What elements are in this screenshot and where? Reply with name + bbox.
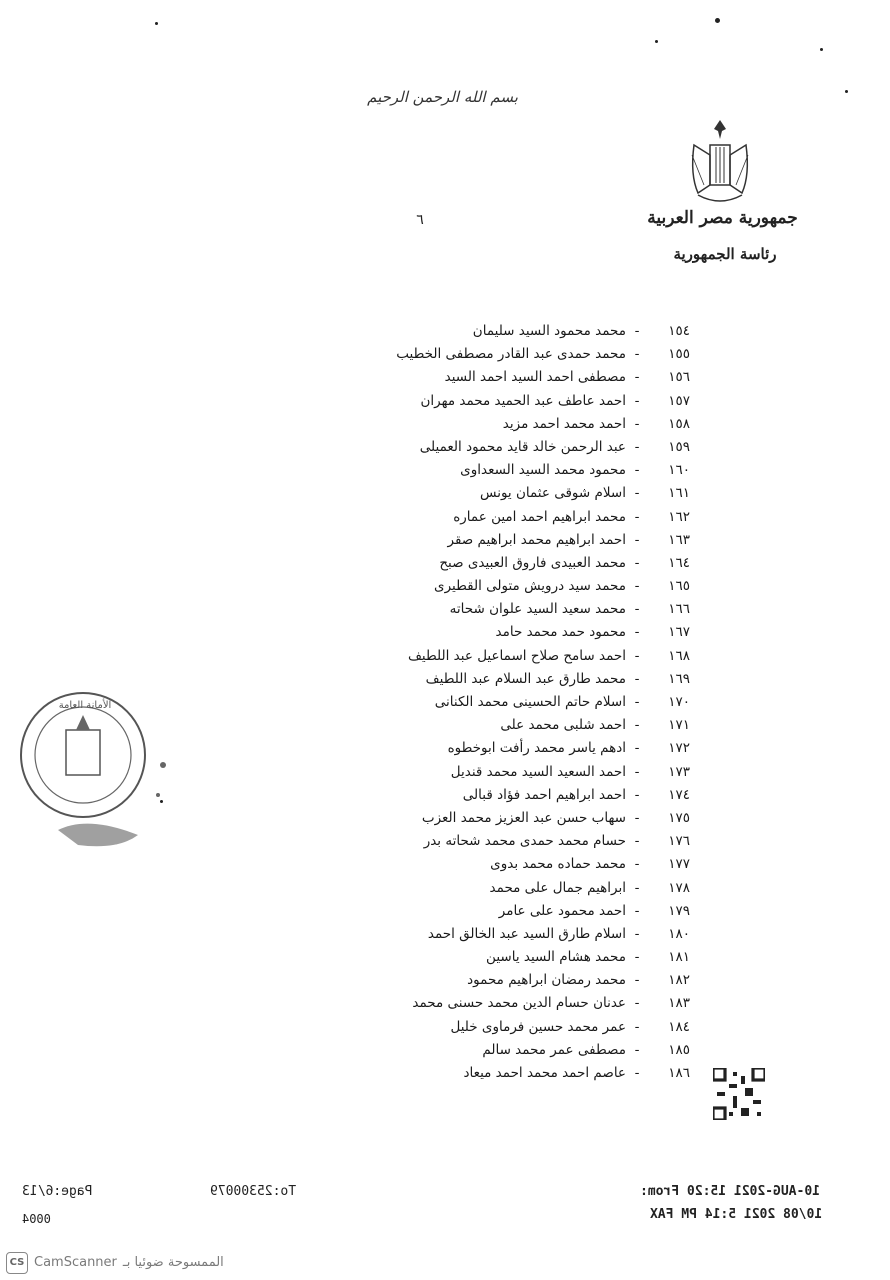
seal-text: الأمانة العامة bbox=[58, 700, 112, 711]
qr-code-icon bbox=[713, 1068, 765, 1120]
entry-dash: - bbox=[634, 740, 640, 757]
entry-dash: - bbox=[634, 949, 640, 966]
fax-from-line: 10-AUG-2021 15:20 From: bbox=[640, 1184, 821, 1199]
scan-speck bbox=[845, 90, 848, 93]
list-item bbox=[360, 668, 690, 691]
entry-dash: - bbox=[634, 902, 640, 919]
list-item bbox=[360, 390, 690, 413]
entry-name: احمد السعيد السيد محمد قنديل bbox=[450, 763, 626, 780]
entry-number: ١٦٥ bbox=[668, 578, 690, 595]
entry-number: ١٧٢ bbox=[668, 740, 690, 757]
entry-dash: - bbox=[634, 485, 640, 502]
list-item bbox=[360, 436, 690, 459]
entry-number: ١٥٥ bbox=[668, 346, 690, 363]
entry-name: محمد رمضان ابراهيم محمود bbox=[467, 972, 626, 989]
entry-name: ابراهيم جمال على محمد bbox=[489, 879, 626, 896]
scan-speck bbox=[820, 48, 823, 51]
entry-number: ١٥٩ bbox=[668, 438, 690, 455]
fax-to-line: To:25300079 bbox=[210, 1184, 297, 1199]
scan-speck bbox=[715, 18, 720, 23]
entry-number: ١٧٥ bbox=[668, 809, 690, 826]
entry-dash: - bbox=[634, 972, 640, 989]
entry-dash: - bbox=[634, 809, 640, 826]
camscanner-logo-icon: CS bbox=[6, 1252, 28, 1274]
entry-name: مصطفى احمد السيد احمد السيد bbox=[444, 369, 626, 386]
entry-number: ١٨٤ bbox=[668, 1018, 690, 1035]
list-item bbox=[360, 946, 690, 969]
entry-number: ١٦٨ bbox=[668, 647, 690, 664]
entry-number: ١٥٧ bbox=[668, 392, 690, 409]
entry-number: ١٧٤ bbox=[668, 786, 690, 803]
entry-name: عدنان حسام الدين محمد حسنى محمد bbox=[412, 995, 626, 1012]
entry-dash: - bbox=[634, 601, 640, 618]
entry-number: ١٥٨ bbox=[668, 415, 690, 432]
entry-dash: - bbox=[634, 415, 640, 432]
entry-dash: - bbox=[634, 1018, 640, 1035]
entry-number: ١٧٣ bbox=[668, 763, 690, 780]
list-item bbox=[360, 366, 690, 389]
page-marker: ٦ bbox=[416, 212, 424, 228]
list-item bbox=[360, 853, 690, 876]
entry-dash: - bbox=[634, 624, 640, 641]
list-item bbox=[360, 969, 690, 992]
entry-name: محمد العبيدى فاروق العبيدى صبح bbox=[439, 554, 626, 571]
entry-number: ١٦٧ bbox=[668, 624, 690, 641]
entry-name: حسام محمد حمدى محمد شحاته بدر bbox=[423, 833, 626, 850]
entry-dash: - bbox=[634, 1065, 640, 1081]
entry-number: ١٨٣ bbox=[668, 995, 690, 1012]
entry-dash: - bbox=[634, 554, 640, 571]
entry-number: ١٨٦ bbox=[668, 1065, 690, 1081]
entry-name: محمد ابراهيم احمد امين عماره bbox=[453, 508, 626, 525]
entry-name: محمد طارق عبد السلام عبد اللطيف bbox=[425, 670, 626, 687]
entry-name: عاصم احمد محمد احمد ميعاد bbox=[463, 1065, 626, 1081]
entry-name: عمر محمد حسين فرماوى خليل bbox=[450, 1018, 626, 1035]
names-list bbox=[360, 320, 690, 1085]
scan-speck bbox=[155, 22, 158, 25]
entry-number: ١٦١ bbox=[668, 485, 690, 502]
entry-name: اسلام حاتم الحسينى محمد الكنانى bbox=[434, 694, 626, 710]
list-item bbox=[360, 900, 690, 923]
entry-dash: - bbox=[634, 323, 640, 339]
list-item bbox=[360, 761, 690, 784]
list-item bbox=[360, 737, 690, 760]
entry-number: ١٧٦ bbox=[668, 833, 690, 850]
entry-name: محمد هشام السيد ياسين bbox=[486, 949, 626, 966]
entry-number: ١٦٤ bbox=[668, 554, 690, 571]
entry-dash: - bbox=[634, 670, 640, 687]
list-item bbox=[360, 1039, 690, 1062]
entry-dash: - bbox=[634, 856, 640, 873]
list-item bbox=[360, 598, 690, 621]
entry-dash: - bbox=[634, 346, 640, 363]
entry-dash: - bbox=[634, 508, 640, 525]
entry-dash: - bbox=[634, 438, 640, 455]
entry-dash: - bbox=[634, 694, 640, 710]
country-heading: جمهورية مصر العربية bbox=[647, 208, 798, 228]
entry-dash: - bbox=[634, 531, 640, 548]
entry-name: احمد شلبى محمد على bbox=[500, 717, 626, 734]
entry-number: ١٥٦ bbox=[668, 369, 690, 386]
list-item bbox=[360, 784, 690, 807]
entry-name: احمد محمد احمد مزيد bbox=[502, 415, 626, 432]
entry-dash: - bbox=[634, 925, 640, 942]
camscanner-arabic-label: الممسوحة ضوئيا بـ bbox=[122, 1255, 224, 1270]
entry-name: احمد محمود على عامر bbox=[498, 902, 626, 919]
fax-page-line: Page:6/13 bbox=[22, 1184, 93, 1199]
list-item bbox=[360, 552, 690, 575]
entry-dash: - bbox=[634, 392, 640, 409]
list-item bbox=[360, 992, 690, 1015]
entry-dash: - bbox=[634, 995, 640, 1012]
list-item bbox=[360, 320, 690, 343]
list-item bbox=[360, 459, 690, 482]
list-item bbox=[360, 1062, 690, 1085]
entry-number: ١٦٦ bbox=[668, 601, 690, 618]
entry-name: اسلام شوقى عثمان يونس bbox=[479, 485, 626, 502]
entry-name: سهاب حسن عبد العزيز محمد العزب bbox=[421, 809, 626, 826]
list-item bbox=[360, 482, 690, 505]
entry-name: اسلام طارق السيد عبد الخالق احمد bbox=[427, 925, 626, 942]
list-item bbox=[360, 923, 690, 946]
entry-name: احمد ابراهيم محمد ابراهيم صقر bbox=[447, 531, 626, 548]
list-item bbox=[360, 529, 690, 552]
scan-speck bbox=[655, 40, 658, 43]
list-item bbox=[360, 1016, 690, 1039]
entry-name: محمد سعيد السيد علوان شحاته bbox=[449, 601, 626, 618]
entry-name: احمد سامح صلاح اسماعيل عبد اللطيف bbox=[407, 647, 626, 664]
list-item bbox=[360, 506, 690, 529]
camscanner-watermark bbox=[0, 1245, 890, 1280]
entry-name: مصطفى عمر محمد سالم bbox=[482, 1041, 626, 1058]
list-item bbox=[360, 645, 690, 668]
office-heading: رئاسة الجمهورية bbox=[673, 245, 777, 263]
entry-number: ١٧٠ bbox=[668, 694, 690, 710]
entry-name: محمد حمدى عبد القادر مصطفى الخطيب bbox=[396, 346, 626, 363]
list-item bbox=[360, 830, 690, 853]
entry-number: ١٧٧ bbox=[668, 856, 690, 873]
entry-name: محمود حمد محمد حامد bbox=[495, 624, 626, 641]
entry-dash: - bbox=[634, 879, 640, 896]
entry-number: ١٧٨ bbox=[668, 879, 690, 896]
entry-name: محمد محمود السيد سليمان bbox=[472, 323, 626, 339]
entry-name: عبد الرحمن خالد قايد محمود العميلى bbox=[419, 438, 626, 455]
entry-name: احمد ابراهيم احمد فؤاد قبالى bbox=[462, 786, 626, 803]
entry-number: ١٦٠ bbox=[668, 462, 690, 479]
entry-number: ١٦٩ bbox=[668, 670, 690, 687]
list-item bbox=[360, 413, 690, 436]
official-seal-stamp bbox=[8, 685, 178, 865]
entry-name: محمد حماده محمد بدوى bbox=[490, 856, 626, 873]
entry-name: محمود محمد السيد السعداوى bbox=[460, 462, 626, 479]
entry-number: ١٥٤ bbox=[668, 323, 690, 339]
entry-dash: - bbox=[634, 833, 640, 850]
entry-dash: - bbox=[634, 647, 640, 664]
list-item bbox=[360, 807, 690, 830]
entry-number: ١٧١ bbox=[668, 717, 690, 734]
list-item bbox=[360, 575, 690, 598]
fax-count-line: 0004 bbox=[22, 1212, 51, 1226]
entry-dash: - bbox=[634, 717, 640, 734]
camscanner-app-name: CamScanner bbox=[34, 1255, 117, 1270]
entry-number: ١٨٥ bbox=[668, 1041, 690, 1058]
entry-name: احمد عاطف عبد الحميد محمد مهران bbox=[420, 392, 626, 409]
entry-number: ١٨٢ bbox=[668, 972, 690, 989]
list-item bbox=[360, 621, 690, 644]
entry-number: ١٨٠ bbox=[668, 925, 690, 942]
list-item bbox=[360, 343, 690, 366]
entry-dash: - bbox=[634, 1041, 640, 1058]
entry-number: ١٦٣ bbox=[668, 531, 690, 548]
entry-dash: - bbox=[634, 462, 640, 479]
entry-dash: - bbox=[634, 763, 640, 780]
entry-name: ادهم ياسر محمد رأفت ابوخطوه bbox=[447, 740, 626, 757]
list-item bbox=[360, 877, 690, 900]
entry-name: محمد سيد درويش متولى القطيرى bbox=[434, 578, 626, 595]
entry-number: ١٧٩ bbox=[668, 902, 690, 919]
eagle-emblem-icon bbox=[680, 115, 760, 210]
entry-dash: - bbox=[634, 578, 640, 595]
entry-number: ١٦٢ bbox=[668, 508, 690, 525]
entry-dash: - bbox=[634, 369, 640, 386]
entry-dash: - bbox=[634, 786, 640, 803]
fax-date-line: 10/08 2021 5:14 PM FAX bbox=[650, 1207, 823, 1222]
entry-number: ١٨١ bbox=[668, 949, 690, 966]
list-item bbox=[360, 691, 690, 714]
basmala: بسم الله الرحمن الرحيم bbox=[367, 88, 518, 106]
list-item bbox=[360, 714, 690, 737]
